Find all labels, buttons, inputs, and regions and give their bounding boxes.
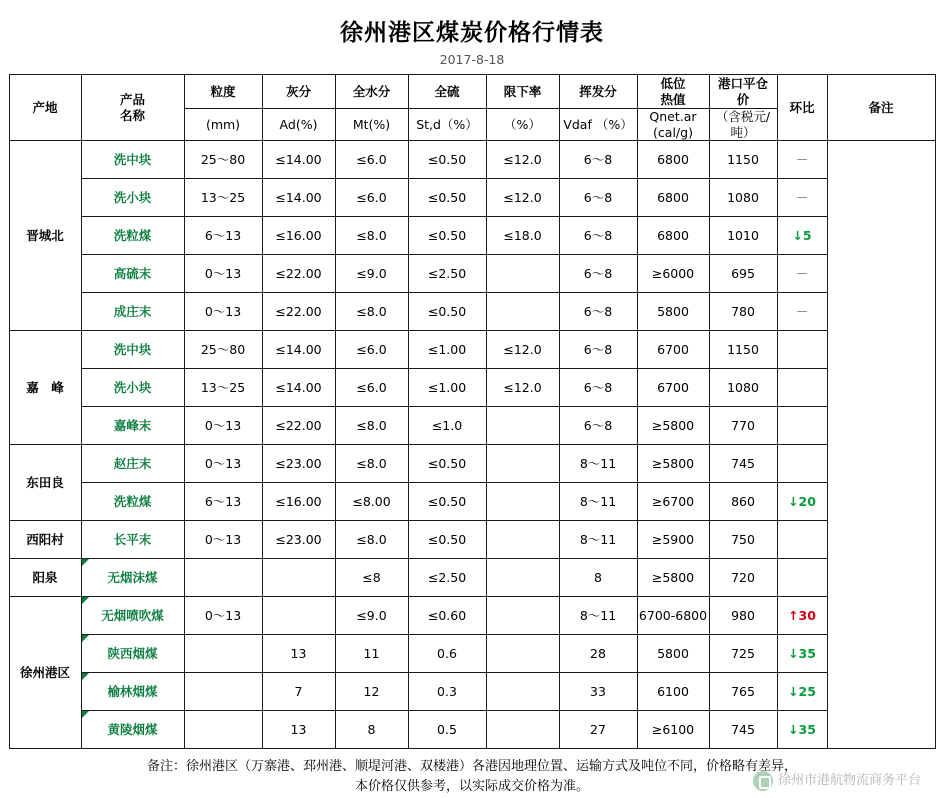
cell-sulfur: ≤0.50 <box>408 141 486 179</box>
header-ash-unit: Ad(%) <box>262 109 335 141</box>
cell-volatile: 6～8 <box>559 293 637 331</box>
cell-size: 0～13 <box>184 407 262 445</box>
cell-heat: 5800 <box>637 293 709 331</box>
cell-change: ↓25 <box>777 673 827 711</box>
cell-heat: 6700-6800 <box>637 597 709 635</box>
table-row <box>9 673 935 711</box>
cell-heat: 6800 <box>637 179 709 217</box>
cell-price: 770 <box>709 407 777 445</box>
cell-product: 陕西烟煤 <box>81 635 184 673</box>
cell-ash <box>262 559 335 597</box>
cell-undersize: ≤12.0 <box>486 331 559 369</box>
cell-size: 25～80 <box>184 331 262 369</box>
cell-change <box>777 559 827 597</box>
header-size: 粒度 <box>184 75 262 109</box>
cell-heat: 5800 <box>637 635 709 673</box>
cell-size: 13～25 <box>184 179 262 217</box>
cell-origin: 东田良 <box>9 445 81 521</box>
cell-ash: ≤14.00 <box>262 369 335 407</box>
cell-size <box>184 711 262 749</box>
cell-moisture: 12 <box>335 673 408 711</box>
cell-change: － <box>777 255 827 293</box>
cell-heat: 6800 <box>637 141 709 179</box>
cell-ash: ≤16.00 <box>262 483 335 521</box>
page-date: 2017-8-18 <box>439 52 505 67</box>
cell-size: 0～13 <box>184 521 262 559</box>
header-moisture: 全水分 <box>335 75 408 109</box>
cell-size: 0～13 <box>184 293 262 331</box>
cell-change: ↓35 <box>777 635 827 673</box>
cell-undersize <box>486 255 559 293</box>
cell-price: 860 <box>709 483 777 521</box>
cell-moisture: ≤9.0 <box>335 255 408 293</box>
cell-volatile: 8～11 <box>559 483 637 521</box>
cell-product: 无烟沫煤 <box>81 559 184 597</box>
cell-product: 洗中块 <box>81 331 184 369</box>
cell-undersize: ≤18.0 <box>486 217 559 255</box>
cell-sulfur: 0.6 <box>408 635 486 673</box>
cell-origin: 嘉 峰 <box>9 331 81 445</box>
cell-origin: 阳泉 <box>9 559 81 597</box>
table-row <box>9 445 935 483</box>
footer-note <box>9 749 935 797</box>
cell-volatile: 6～8 <box>559 369 637 407</box>
cell-product: 高硫末 <box>81 255 184 293</box>
cell-price: 780 <box>709 293 777 331</box>
cell-product: 榆林烟煤 <box>81 673 184 711</box>
header-heat-line2: 热值 <box>660 91 686 107</box>
cell-undersize <box>486 559 559 597</box>
header-change: 环比 <box>777 75 827 141</box>
cell-change: ↓20 <box>777 483 827 521</box>
cell-price: 1080 <box>709 369 777 407</box>
cell-volatile: 6～8 <box>559 179 637 217</box>
cell-undersize <box>486 597 559 635</box>
cell-price: 980 <box>709 597 777 635</box>
header-moisture-unit: Mt(%) <box>335 109 408 141</box>
watermark <box>753 771 921 791</box>
cell-ash: ≤22.00 <box>262 293 335 331</box>
footer-note-line1: 备注：徐州港区（万寨港、邳州港、顺堤河港、双楼港）各港因地理位置、运输方式及吨位不同，价格略有差异， <box>146 759 797 775</box>
header-heat-unit1: Qnet.ar <box>649 109 697 124</box>
cell-heat: 6700 <box>637 369 709 407</box>
header-undersize-unit: （%） <box>486 109 559 141</box>
table-row <box>9 293 935 331</box>
cell-undersize <box>486 711 559 749</box>
cell-price: 1080 <box>709 179 777 217</box>
cell-volatile: 28 <box>559 635 637 673</box>
coal-price-table <box>9 74 936 749</box>
cell-heat: 6800 <box>637 217 709 255</box>
header-price-unit2: 吨） <box>730 124 756 140</box>
cell-change: － <box>777 293 827 331</box>
cell-ash: ≤22.00 <box>262 407 335 445</box>
cell-price: 695 <box>709 255 777 293</box>
cell-moisture: ≤8.0 <box>335 445 408 483</box>
cell-sulfur: ≤0.50 <box>408 217 486 255</box>
cell-origin: 西阳村 <box>9 521 81 559</box>
watermark-text: 徐州市港航物流商务平台 <box>777 773 921 789</box>
cell-moisture: ≤8.0 <box>335 521 408 559</box>
cell-undersize <box>486 293 559 331</box>
cell-price: 745 <box>709 445 777 483</box>
cell-product: 洗小块 <box>81 179 184 217</box>
cell-undersize <box>486 521 559 559</box>
cell-sulfur: ≤0.50 <box>408 483 486 521</box>
cell-ash: 13 <box>262 711 335 749</box>
cell-sulfur: ≤2.50 <box>408 255 486 293</box>
header-undersize: 限下率 <box>486 75 559 109</box>
header-heat <box>637 75 709 109</box>
cell-product: 洗中块 <box>81 141 184 179</box>
cell-price: 1150 <box>709 331 777 369</box>
cell-size <box>184 673 262 711</box>
table-row <box>9 711 935 749</box>
cell-moisture: ≤6.0 <box>335 331 408 369</box>
header-product-line2: 名称 <box>119 107 145 123</box>
cell-ash: ≤23.00 <box>262 445 335 483</box>
cell-moisture: ≤8.0 <box>335 217 408 255</box>
cell-moisture: 11 <box>335 635 408 673</box>
cell-volatile: 27 <box>559 711 637 749</box>
cell-change <box>777 331 827 369</box>
cell-product: 赵庄末 <box>81 445 184 483</box>
cell-price: 1010 <box>709 217 777 255</box>
cell-product: 洗粒煤 <box>81 217 184 255</box>
cell-moisture: ≤8.00 <box>335 483 408 521</box>
cell-volatile: 6～8 <box>559 331 637 369</box>
cell-price: 720 <box>709 559 777 597</box>
cell-undersize <box>486 483 559 521</box>
cell-heat: ≥5800 <box>637 445 709 483</box>
cell-size: 0～13 <box>184 445 262 483</box>
cell-volatile: 8 <box>559 559 637 597</box>
table-row <box>9 217 935 255</box>
header-price <box>709 75 777 109</box>
cell-heat: 6700 <box>637 331 709 369</box>
cell-product: 黄陵烟煤 <box>81 711 184 749</box>
cell-undersize: ≤12.0 <box>486 141 559 179</box>
cell-heat: ≥6000 <box>637 255 709 293</box>
table-row <box>9 255 935 293</box>
cell-undersize: ≤12.0 <box>486 369 559 407</box>
cell-volatile: 6～8 <box>559 217 637 255</box>
cell-change <box>777 407 827 445</box>
cell-size: 6～13 <box>184 217 262 255</box>
cell-ash: ≤16.00 <box>262 217 335 255</box>
cell-undersize <box>486 407 559 445</box>
cell-moisture: ≤8.0 <box>335 293 408 331</box>
cell-remark <box>827 141 935 749</box>
cell-moisture: ≤8.0 <box>335 407 408 445</box>
cell-heat: ≥6100 <box>637 711 709 749</box>
header-volatile: 挥发分 <box>559 75 637 109</box>
table-row <box>9 483 935 521</box>
header-remark: 备注 <box>827 75 935 141</box>
cell-change: － <box>777 179 827 217</box>
cell-heat: ≥5900 <box>637 521 709 559</box>
cell-sulfur: ≤0.50 <box>408 521 486 559</box>
cell-sulfur: 0.3 <box>408 673 486 711</box>
table-row <box>9 597 935 635</box>
footer-note-line2: 本价格仅供参考，以实际成交价格为准。 <box>354 779 589 795</box>
cell-size: 13～25 <box>184 369 262 407</box>
cell-volatile: 8～11 <box>559 445 637 483</box>
cell-ash: ≤23.00 <box>262 521 335 559</box>
cell-ash: ≤14.00 <box>262 141 335 179</box>
cell-product: 洗小块 <box>81 369 184 407</box>
cell-ash: ≤22.00 <box>262 255 335 293</box>
cell-size: 0～13 <box>184 255 262 293</box>
cell-heat: ≥6700 <box>637 483 709 521</box>
cell-sulfur: ≤0.50 <box>408 179 486 217</box>
cell-volatile: 8～11 <box>559 521 637 559</box>
cell-volatile: 6～8 <box>559 255 637 293</box>
cell-heat: 6100 <box>637 673 709 711</box>
cell-undersize: ≤12.0 <box>486 179 559 217</box>
cell-moisture: ≤6.0 <box>335 179 408 217</box>
cell-heat: ≥5800 <box>637 407 709 445</box>
table-row <box>9 369 935 407</box>
cell-sulfur: ≤1.00 <box>408 331 486 369</box>
cell-heat: ≥5800 <box>637 559 709 597</box>
header-price-unit1: （含税元/ <box>715 109 771 124</box>
header-price-line1: 港口平仓 <box>717 75 768 91</box>
cell-sulfur: 0.5 <box>408 711 486 749</box>
cell-sulfur: ≤1.0 <box>408 407 486 445</box>
cell-size: 0～13 <box>184 597 262 635</box>
table-header <box>9 75 935 141</box>
cell-change <box>777 369 827 407</box>
header-volatile-unit: Vdaf （%） <box>559 109 637 141</box>
header-row-main <box>9 75 935 109</box>
table-row <box>9 559 935 597</box>
header-sulfur: 全硫 <box>408 75 486 109</box>
cell-sulfur: ≤0.50 <box>408 445 486 483</box>
cell-undersize <box>486 635 559 673</box>
header-heat-line1: 低位 <box>660 75 686 91</box>
cell-size: 6～13 <box>184 483 262 521</box>
cell-moisture: 8 <box>335 711 408 749</box>
header-price-unit <box>709 109 777 141</box>
page-title: 徐州港区煤炭价格行情表 <box>340 20 604 46</box>
cell-product: 洗粒煤 <box>81 483 184 521</box>
cell-price: 765 <box>709 673 777 711</box>
cell-price: 725 <box>709 635 777 673</box>
table-row <box>9 521 935 559</box>
cell-moisture: ≤6.0 <box>335 141 408 179</box>
table-row <box>9 407 935 445</box>
cell-origin: 徐州港区 <box>9 597 81 749</box>
cell-ash: ≤14.00 <box>262 179 335 217</box>
cell-change: ↓5 <box>777 217 827 255</box>
cell-sulfur: ≤2.50 <box>408 559 486 597</box>
table-row <box>9 141 935 179</box>
header-sulfur-unit: St,d（%） <box>408 109 486 141</box>
cell-product: 无烟喷吹煤 <box>81 597 184 635</box>
cell-volatile: 6～8 <box>559 141 637 179</box>
platform-logo-icon <box>753 771 773 791</box>
cell-ash: 13 <box>262 635 335 673</box>
cell-change: － <box>777 141 827 179</box>
cell-product: 嘉峰末 <box>81 407 184 445</box>
cell-price: 1150 <box>709 141 777 179</box>
cell-change <box>777 445 827 483</box>
cell-price: 750 <box>709 521 777 559</box>
header-size-unit: (mm) <box>184 109 262 141</box>
cell-undersize <box>486 445 559 483</box>
cell-sulfur: ≤0.50 <box>408 293 486 331</box>
cell-volatile: 8～11 <box>559 597 637 635</box>
cell-moisture: ≤8 <box>335 559 408 597</box>
table-row <box>9 635 935 673</box>
header-heat-unit2: (cal/g) <box>653 124 693 140</box>
cell-change: ↑30 <box>777 597 827 635</box>
cell-ash <box>262 597 335 635</box>
table-row <box>9 331 935 369</box>
table-row <box>9 179 935 217</box>
cell-volatile: 33 <box>559 673 637 711</box>
header-product-line1: 产品 <box>119 92 145 107</box>
header-heat-unit <box>637 109 709 141</box>
cell-ash: ≤14.00 <box>262 331 335 369</box>
header-product <box>81 75 184 141</box>
cell-size <box>184 559 262 597</box>
header-ash: 灰分 <box>262 75 335 109</box>
cell-product: 长平末 <box>81 521 184 559</box>
cell-product: 成庄末 <box>81 293 184 331</box>
cell-undersize <box>486 673 559 711</box>
cell-volatile: 6～8 <box>559 407 637 445</box>
cell-size <box>184 635 262 673</box>
cell-change: ↓35 <box>777 711 827 749</box>
cell-sulfur: ≤1.00 <box>408 369 486 407</box>
cell-price: 745 <box>709 711 777 749</box>
cell-change <box>777 521 827 559</box>
cell-origin: 晋城北 <box>9 141 81 331</box>
cell-size: 25～80 <box>184 141 262 179</box>
table-body <box>9 141 935 749</box>
cell-moisture: ≤6.0 <box>335 369 408 407</box>
cell-ash: 7 <box>262 673 335 711</box>
header-price-line2: 价 <box>736 91 750 107</box>
header-origin: 产地 <box>9 75 81 141</box>
cell-sulfur: ≤0.60 <box>408 597 486 635</box>
cell-moisture: ≤9.0 <box>335 597 408 635</box>
